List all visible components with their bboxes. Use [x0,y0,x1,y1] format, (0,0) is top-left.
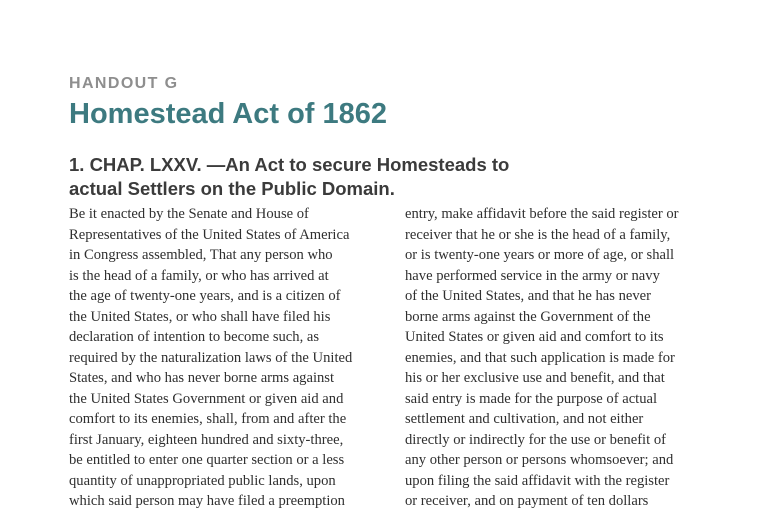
body-text-line: receiver that he or she is the head of a family, [405,226,671,243]
section-heading-line: actual Settlers on the Public Domain. [69,178,395,199]
section-heading [69,153,529,201]
body-text-line: is the head of a family, or who has arrived at [69,267,329,284]
body-text-line: declaration of intention to become such, as [69,329,320,345]
body-text-line: required by the naturalization laws of the United [69,349,353,366]
section-heading-line: 1. CHAP. LXXV. —An Act to secure Homesteads to [69,154,510,175]
body-text-line: first January, eighteen hundred and sixty-three, [69,431,344,448]
body-text-line: Be it enacted by the Senate and House of [69,206,309,222]
body-text-line: Representatives of the United States of America [69,226,350,243]
body-text-line: borne arms against the Government of the [405,308,651,325]
body-text-line: or is twenty-one years or more of age, or shall [405,247,675,263]
body-text-line: United States or given aid and comfort to its [405,329,664,345]
body-text-line: said entry is made for the purpose of actual [405,390,658,407]
body-text-line: in Congress assembled, That any person who [69,247,333,263]
body-text-line: States, and who has never borne arms against [69,370,335,386]
body-text-line: of the United States, and that he has never [405,288,651,304]
body-text-line: his or her exclusive use and benefit, and that [405,370,665,386]
body-text-line: any other person or persons whomsoever; and [405,452,674,468]
body-text-line: the United States, or who shall have filed his [69,308,331,325]
body-text-line: upon filing the said affidavit with the register [405,472,670,489]
body-text-line: directly or indirectly for the use or benefit of [405,431,666,448]
body-column-right [405,204,679,512]
body-text-line: settlement and cultivation, and not either [405,411,644,427]
body-text-line: or receiver, and on payment of ten dollars [405,493,649,509]
body-column-left [69,204,352,512]
document-title: Homestead Act of 1862 [69,98,388,130]
body-text-line: quantity of unappropriated public lands, upon [69,472,336,489]
body-text-line: the age of twenty-one years, and is a citizen of [69,288,341,304]
handout-label: HANDOUT G [69,75,179,92]
body-text-line: the United States Government or given aid and [69,390,344,407]
body-text-line: comfort to its enemies, shall, from and after the [69,411,347,427]
body-text-line: enemies, and that such application is made for [405,349,675,366]
body-text-line: have performed service in the army or navy [405,267,660,284]
body-text-line: which said person may have filed a preemption [69,493,345,509]
body-text-line: entry, make affidavit before the said register or [405,206,679,222]
body-text-line: be entitled to enter one quarter section or a less [69,452,345,468]
